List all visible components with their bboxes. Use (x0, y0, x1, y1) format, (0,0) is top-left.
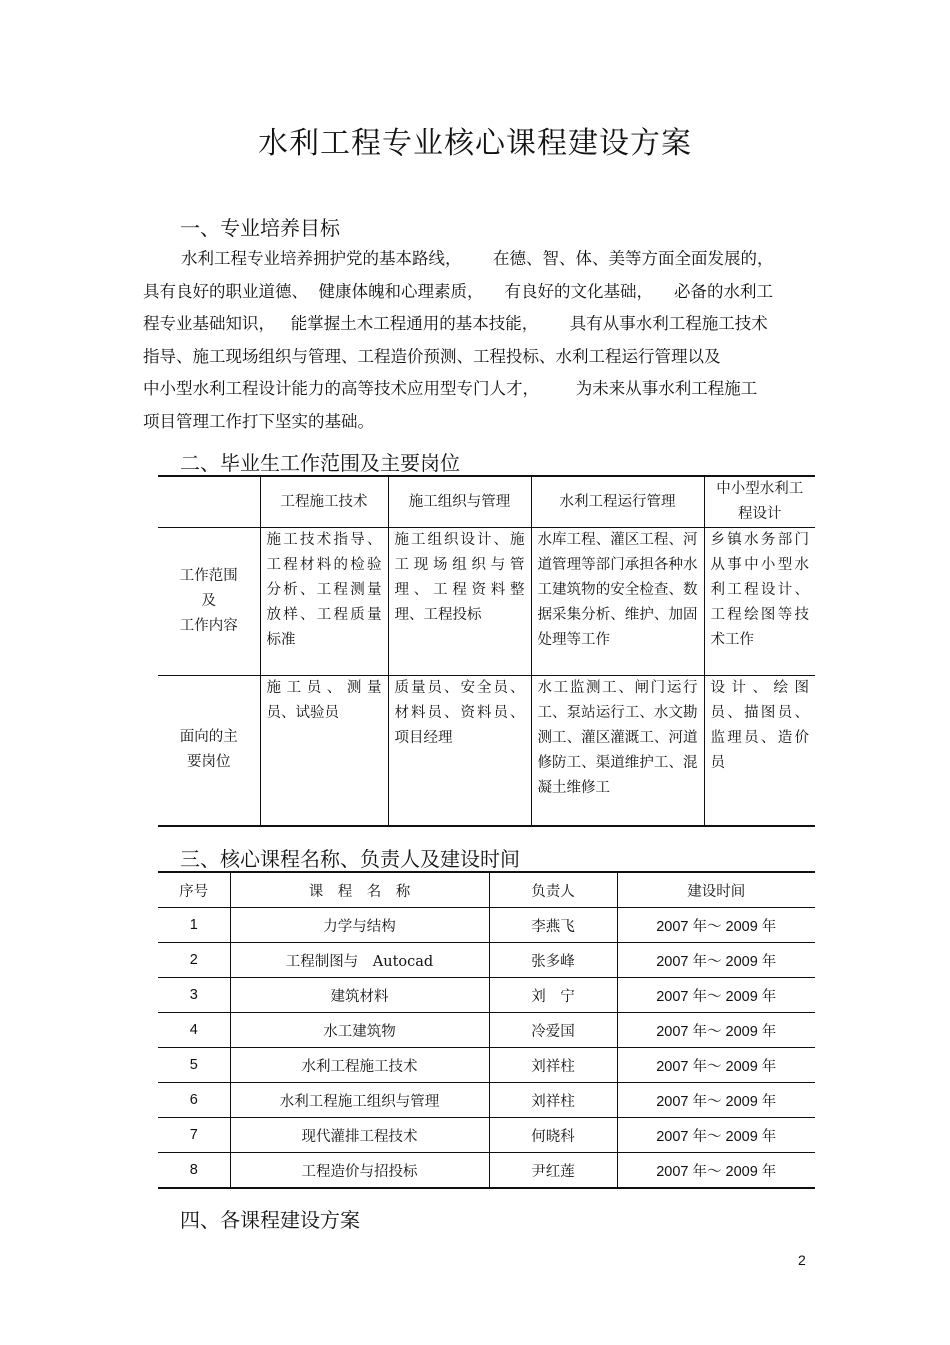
table-row (158, 978, 815, 1013)
table-header-cell: 水利工程运行管理 (531, 476, 704, 528)
table-row (158, 908, 815, 943)
section3-heading: 三、核心课程名称、负责人及建设时间 (180, 847, 520, 871)
course-time: 2007 年～ 2009 年 (617, 1153, 815, 1189)
course-number: 8 (158, 1153, 230, 1189)
course-name: 现代灌排工程技术 (230, 1118, 489, 1153)
course-number: 3 (158, 978, 230, 1013)
table-row (158, 1118, 815, 1153)
course-number: 6 (158, 1083, 230, 1118)
course-name: 水利工程施工组织与管理 (230, 1083, 489, 1118)
table-cell: 水工监测工、闸门运行工、泵站运行工、水文勘测工、灌区灌溉工、河道修防工、渠道维护工、混凝土维修工 (531, 676, 704, 826)
course-owner: 刘 宁 (489, 978, 617, 1013)
paragraph-line: 中小型水利工程设计能力的高等技术应用型专门人才， 为未来从事水利工程施工 (143, 379, 758, 398)
table-header-cell: 建设时间 (617, 872, 815, 908)
core-course-table (158, 871, 815, 1189)
table-row (158, 943, 815, 978)
paragraph-line: 水利工程专业培养拥护党的基本路线， 在德、智、体、美等方面全面发展的， (181, 249, 774, 268)
table-header-cell: 序号 (158, 872, 230, 908)
course-owner: 李燕飞 (489, 908, 617, 943)
table-header-cell: 负责人 (489, 872, 617, 908)
course-number: 5 (158, 1048, 230, 1083)
course-owner: 刘祥柱 (489, 1048, 617, 1083)
course-name: 水工建筑物 (230, 1013, 489, 1048)
course-name: 水利工程施工技术 (230, 1048, 489, 1083)
section2-heading: 二、毕业生工作范围及主要岗位 (180, 451, 460, 475)
row-label: 面向的主 要岗位 (158, 676, 260, 826)
course-name: 力学与结构 (230, 908, 489, 943)
paragraph-line: 程专业基础知识， 能掌握土木工程通用的基本技能， 具有从事水利工程施工技术 (143, 314, 768, 333)
course-time: 2007 年～ 2009 年 (617, 908, 815, 943)
table-header-cell: 中小型水利工程设计 (704, 476, 815, 528)
course-name: 建筑材料 (230, 978, 489, 1013)
section1-paragraph (143, 243, 813, 438)
work-scope-table (158, 475, 815, 827)
course-time: 2007 年～ 2009 年 (617, 1013, 815, 1048)
course-time: 2007 年～ 2009 年 (617, 1048, 815, 1083)
table-cell: 施工组织设计、施工现场组织与管理、工程资料整理、工程投标 (388, 528, 531, 676)
paragraph-line: 项目管理工作打下坚实的基础。 (143, 411, 374, 431)
course-time: 2007 年～ 2009 年 (617, 1118, 815, 1153)
course-owner: 张多峰 (489, 943, 617, 978)
table-row (158, 676, 815, 826)
course-owner: 刘祥柱 (489, 1083, 617, 1118)
table-header-cell: 课 程 名 称 (230, 872, 489, 908)
table-header-row (158, 872, 815, 908)
table-cell: 施工员、测量员、试验员 (260, 676, 388, 826)
row-label: 工作范围 及 工作内容 (158, 528, 260, 676)
table-header-row (158, 476, 815, 528)
table-cell: 水库工程、灌区工程、河道管理等部门承担各种水工建筑物的安全检查、数据采集分析、维护、加固处理等工作 (531, 528, 704, 676)
table-row (158, 1153, 815, 1189)
table-cell: 乡镇水务部门从事中小型水利工程设计、工程绘图等技术工作 (704, 528, 815, 676)
table-header-cell (158, 476, 260, 528)
course-name: 工程造价与招投标 (230, 1153, 489, 1189)
course-number: 1 (158, 908, 230, 943)
course-owner: 何晓科 (489, 1118, 617, 1153)
table-row (158, 1048, 815, 1083)
course-number: 4 (158, 1013, 230, 1048)
paragraph-line: 指导、施工现场组织与管理、工程造价预测、工程投标、水利工程运行管理以及 (143, 346, 721, 366)
table-header-cell: 工程施工技术 (260, 476, 388, 528)
course-time: 2007 年～ 2009 年 (617, 1083, 815, 1118)
course-number: 7 (158, 1118, 230, 1153)
table-row (158, 528, 815, 676)
document-title: 水利工程专业核心课程建设方案 (258, 126, 692, 161)
paragraph-line: 具有良好的职业道德、 健康体魄和心理素质， 有良好的文化基础， 必备的水利工 (143, 281, 773, 301)
table-row (158, 1013, 815, 1048)
table-header-cell: 施工组织与管理 (388, 476, 531, 528)
table-cell: 施工技术指导、工程材料的检验分析、工程测量放样、工程质量标准 (260, 528, 388, 676)
course-owner: 尹红莲 (489, 1153, 617, 1189)
table-cell: 质量员、安全员、材料员、资料员、项目经理 (388, 676, 531, 826)
course-name: 工程制图与 Autocad (230, 943, 489, 978)
course-time: 2007 年～ 2009 年 (617, 943, 815, 978)
page-number: 2 (798, 1252, 806, 1268)
section4-heading: 四、各课程建设方案 (180, 1208, 360, 1232)
course-time: 2007 年～ 2009 年 (617, 978, 815, 1013)
course-number: 2 (158, 943, 230, 978)
course-owner: 冷爱国 (489, 1013, 617, 1048)
section1-heading: 一、专业培养目标 (180, 216, 340, 240)
table-row (158, 1083, 815, 1118)
table-cell: 设计、绘图员、描图员、监理员、造价员 (704, 676, 815, 826)
